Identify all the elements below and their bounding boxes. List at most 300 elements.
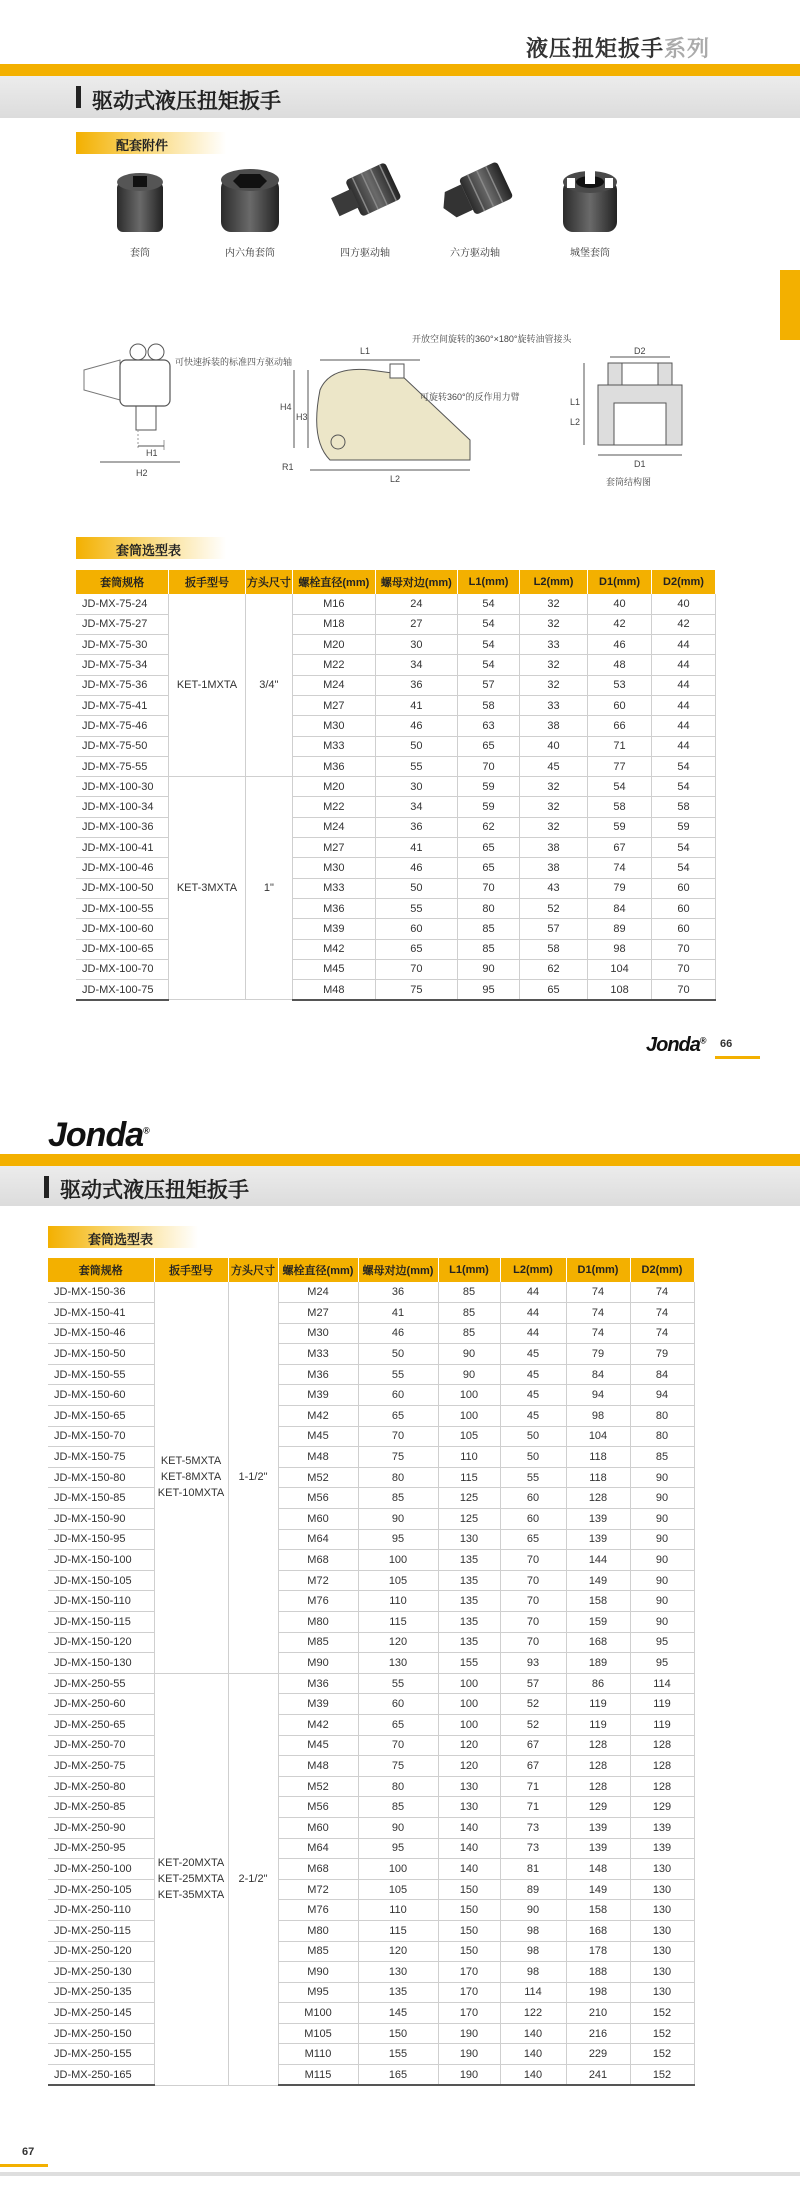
table-cell: 85 <box>438 1323 500 1344</box>
table-row <box>48 1879 694 1900</box>
table-cell: 119 <box>566 1714 630 1735</box>
table-cell: 120 <box>438 1756 500 1777</box>
table-cell: M76 <box>278 1900 358 1921</box>
table-cell: 84 <box>630 1364 694 1385</box>
table-cell: 36 <box>358 1282 438 1303</box>
table-cell: JD-MX-150-110 <box>48 1591 154 1612</box>
table-cell: M56 <box>278 1797 358 1818</box>
svg-text:H1: H1 <box>146 448 158 458</box>
table-cell: M110 <box>278 2044 358 2065</box>
table-cell: 110 <box>358 1591 438 1612</box>
table-cell: 70 <box>500 1591 566 1612</box>
table-cell: JD-MX-150-85 <box>48 1488 154 1509</box>
table-cell: 110 <box>358 1900 438 1921</box>
table-cell: 70 <box>651 939 715 959</box>
table-cell: 46 <box>375 716 458 736</box>
table-cell: 45 <box>500 1344 566 1365</box>
section-title: 驱动式液压扭矩扳手 <box>92 90 281 113</box>
table-cell: 32 <box>519 797 587 817</box>
table-cell: 90 <box>630 1467 694 1488</box>
column-header: 套筒规格 <box>76 570 169 594</box>
square-shaft-icon <box>315 160 415 240</box>
table-cell: 65 <box>458 838 520 858</box>
table-cell: M24 <box>278 1282 358 1303</box>
wrench-model-cell: KET-1MXTA <box>169 594 245 777</box>
table-row <box>48 1282 694 1303</box>
table-cell: 89 <box>588 919 652 939</box>
table-cell: 75 <box>358 1756 438 1777</box>
table-cell: 135 <box>438 1591 500 1612</box>
table-cell: 40 <box>519 736 587 756</box>
table-cell: 168 <box>566 1920 630 1941</box>
table-row <box>48 1509 694 1530</box>
table-cell: 118 <box>566 1467 630 1488</box>
table-cell: 54 <box>651 858 715 878</box>
table-cell: M30 <box>293 716 376 736</box>
table-cell: JD-MX-250-95 <box>48 1838 154 1859</box>
table-cell: 115 <box>358 1612 438 1633</box>
table-cell: 79 <box>588 878 652 898</box>
table-cell: M48 <box>278 1447 358 1468</box>
table-cell: 75 <box>358 1447 438 1468</box>
table-cell: 60 <box>358 1694 438 1715</box>
table-cell: 79 <box>566 1344 630 1365</box>
table-cell: 62 <box>458 817 520 837</box>
table-cell: 42 <box>588 614 652 634</box>
table-row <box>48 1303 694 1324</box>
table-cell: 60 <box>651 878 715 898</box>
table-cell: JD-MX-250-75 <box>48 1756 154 1777</box>
table-row <box>48 1817 694 1838</box>
table-cell: 90 <box>630 1612 694 1633</box>
table-cell: M45 <box>278 1426 358 1447</box>
table-cell: 60 <box>375 919 458 939</box>
table-row <box>48 1426 694 1447</box>
table-cell: 70 <box>651 959 715 979</box>
table-cell: 150 <box>438 1941 500 1962</box>
table-cell: 150 <box>438 1879 500 1900</box>
table-cell: 158 <box>566 1591 630 1612</box>
table-cell: 34 <box>375 797 458 817</box>
table-cell: M45 <box>278 1735 358 1756</box>
table-cell: JD-MX-250-70 <box>48 1735 154 1756</box>
table-cell: M20 <box>293 635 376 655</box>
table-cell: 58 <box>651 797 715 817</box>
table-cell: M90 <box>278 1653 358 1674</box>
table-cell: 74 <box>630 1303 694 1324</box>
table-cell: JD-MX-150-100 <box>48 1550 154 1571</box>
table-row <box>48 2065 694 2086</box>
table-cell: JD-MX-75-36 <box>76 675 169 695</box>
table-cell: 104 <box>566 1426 630 1447</box>
table-cell: 62 <box>519 959 587 979</box>
table-cell: 158 <box>566 1900 630 1921</box>
table-cell: 54 <box>651 777 715 797</box>
footer-rule <box>0 2172 800 2176</box>
table-cell: JD-MX-100-30 <box>76 777 169 797</box>
table-cell: JD-MX-250-65 <box>48 1714 154 1735</box>
table-cell: M36 <box>278 1673 358 1694</box>
table-row <box>48 1920 694 1941</box>
table-cell: 148 <box>566 1859 630 1880</box>
table-row <box>48 1673 694 1694</box>
table-cell: 70 <box>500 1550 566 1571</box>
table-cell: 130 <box>438 1776 500 1797</box>
table-cell: 80 <box>358 1467 438 1488</box>
table-cell: M68 <box>278 1550 358 1571</box>
table-cell: JD-MX-75-27 <box>76 614 169 634</box>
table-cell: 130 <box>630 1859 694 1880</box>
table-cell: 90 <box>630 1488 694 1509</box>
table-cell: 45 <box>500 1385 566 1406</box>
table-cell: 178 <box>566 1941 630 1962</box>
table-row <box>48 1467 694 1488</box>
table-cell: 118 <box>566 1447 630 1468</box>
table-cell: 140 <box>500 2044 566 2065</box>
svg-text:L1: L1 <box>570 397 581 407</box>
table-cell: 32 <box>519 614 587 634</box>
table-cell: 85 <box>458 939 520 959</box>
table-cell: 165 <box>358 2065 438 2086</box>
table-cell: 80 <box>630 1426 694 1447</box>
table-row <box>48 1632 694 1653</box>
column-header: 扳手型号 <box>154 1258 228 1282</box>
table-cell: 100 <box>358 1859 438 1880</box>
table-cell: 98 <box>588 939 652 959</box>
table-cell: 119 <box>566 1694 630 1715</box>
table-cell: 74 <box>566 1323 630 1344</box>
table-cell: M64 <box>278 1529 358 1550</box>
table-cell: 60 <box>500 1488 566 1509</box>
table-cell: 32 <box>519 655 587 675</box>
table-row <box>48 1570 694 1591</box>
table-cell: 90 <box>438 1344 500 1365</box>
table-cell: 70 <box>500 1570 566 1591</box>
table-cell: M85 <box>278 1632 358 1653</box>
table-cell: JD-MX-250-150 <box>48 2023 154 2044</box>
column-header: 方头尺寸 <box>245 570 292 594</box>
table-cell: 149 <box>566 1570 630 1591</box>
table-cell: JD-MX-250-115 <box>48 1920 154 1941</box>
table-cell: 38 <box>519 858 587 878</box>
table-cell: M80 <box>278 1612 358 1633</box>
table-cell: 71 <box>500 1776 566 1797</box>
table-cell: 52 <box>519 898 587 918</box>
accessory-hex-socket: 内六角套筒 <box>195 160 305 259</box>
socket-selection-table-2 <box>48 1258 695 2086</box>
section-title-page2: 驱动式液压扭矩扳手 <box>60 1179 249 1202</box>
table-cell: 130 <box>630 1982 694 2003</box>
table-cell: 90 <box>630 1591 694 1612</box>
table-header-row <box>76 570 716 594</box>
table-cell: 59 <box>651 817 715 837</box>
table-cell: M45 <box>293 959 376 979</box>
drive-size-cell: 2-1/2" <box>228 1673 278 2085</box>
table-cell: 50 <box>500 1426 566 1447</box>
table-cell: JD-MX-150-70 <box>48 1426 154 1447</box>
table-row <box>48 1529 694 1550</box>
table-cell: 119 <box>630 1694 694 1715</box>
table-cell: 125 <box>438 1509 500 1530</box>
table-cell: 73 <box>500 1817 566 1838</box>
table-cell: 36 <box>375 675 458 695</box>
table-cell: 120 <box>358 1941 438 1962</box>
table-cell: 114 <box>630 1673 694 1694</box>
table-cell: 55 <box>358 1364 438 1385</box>
column-header: L1(mm) <box>438 1258 500 1282</box>
table-cell: JD-MX-150-55 <box>48 1364 154 1385</box>
table-cell: JD-MX-100-60 <box>76 919 169 939</box>
table-cell: 45 <box>519 756 587 776</box>
table-cell: 70 <box>500 1632 566 1653</box>
svg-text:套筒结构图: 套筒结构图 <box>606 477 652 487</box>
table-cell: 105 <box>358 1570 438 1591</box>
accessories-subhead: 配套附件 <box>76 132 226 154</box>
accessory-square-shaft: 四方驱动轴 <box>310 160 420 259</box>
table-cell: 190 <box>438 2065 500 2086</box>
table-cell: 71 <box>500 1797 566 1818</box>
table-cell: JD-MX-250-155 <box>48 2044 154 2065</box>
table-cell: 168 <box>566 1632 630 1653</box>
table-cell: 100 <box>438 1694 500 1715</box>
table-cell: 170 <box>438 1962 500 1983</box>
table-cell: JD-MX-150-60 <box>48 1385 154 1406</box>
table-cell: 90 <box>358 1817 438 1838</box>
table-cell: JD-MX-100-55 <box>76 898 169 918</box>
table-cell: 144 <box>566 1550 630 1571</box>
table-cell: 70 <box>358 1735 438 1756</box>
table-cell: 46 <box>375 858 458 878</box>
column-header: D2(mm) <box>651 570 715 594</box>
table-cell: 30 <box>375 635 458 655</box>
table-row <box>48 1694 694 1715</box>
table-cell: 85 <box>630 1447 694 1468</box>
table-cell: M36 <box>293 898 376 918</box>
table-cell: 77 <box>588 756 652 776</box>
table-cell: 32 <box>519 817 587 837</box>
table-cell: 45 <box>500 1364 566 1385</box>
table-cell: JD-MX-100-75 <box>76 980 169 1000</box>
section-title-bar-page2 <box>0 1166 800 1206</box>
table-cell: 70 <box>651 980 715 1000</box>
table-cell: 110 <box>438 1447 500 1468</box>
table-cell: 100 <box>438 1714 500 1735</box>
table-cell: 58 <box>458 695 520 715</box>
table-cell: JD-MX-250-135 <box>48 1982 154 2003</box>
table-cell: 43 <box>519 878 587 898</box>
accessory-socket: 套筒 <box>85 160 195 259</box>
table-cell: 84 <box>566 1364 630 1385</box>
table-cell: M27 <box>293 695 376 715</box>
table-cell: 65 <box>519 980 587 1000</box>
table-cell: 85 <box>458 919 520 939</box>
table-row <box>76 777 716 797</box>
table-cell: 58 <box>588 797 652 817</box>
table-cell: M33 <box>293 736 376 756</box>
table-cell: 70 <box>358 1426 438 1447</box>
table-cell: 159 <box>566 1612 630 1633</box>
table-cell: 140 <box>438 1859 500 1880</box>
socket-selection-table-1 <box>76 570 716 1001</box>
table-cell: 139 <box>630 1838 694 1859</box>
page-number-67: 67 <box>22 2146 35 2158</box>
table-cell: JD-MX-250-110 <box>48 1900 154 1921</box>
table-cell: 128 <box>630 1756 694 1777</box>
table-header-row <box>48 1258 694 1282</box>
table-cell: 59 <box>588 817 652 837</box>
table-cell: JD-MX-250-165 <box>48 2065 154 2086</box>
table-cell: 44 <box>651 675 715 695</box>
table-cell: 90 <box>458 959 520 979</box>
table-cell: 135 <box>438 1570 500 1591</box>
table-cell: 65 <box>358 1406 438 1427</box>
table-cell: 150 <box>438 1920 500 1941</box>
table-row <box>48 1982 694 2003</box>
table-cell: 128 <box>566 1735 630 1756</box>
table-cell: 94 <box>630 1385 694 1406</box>
table-cell: JD-MX-150-115 <box>48 1612 154 1633</box>
table-cell: M36 <box>293 756 376 776</box>
table-cell: JD-MX-75-50 <box>76 736 169 756</box>
table-cell: 53 <box>588 675 652 695</box>
table-cell: 155 <box>358 2044 438 2065</box>
table-cell: 119 <box>630 1714 694 1735</box>
table-cell: M90 <box>278 1962 358 1983</box>
table-cell: JD-MX-250-85 <box>48 1797 154 1818</box>
table-cell: M105 <box>278 2023 358 2044</box>
table-cell: 50 <box>358 1344 438 1365</box>
table-cell: M30 <box>278 1323 358 1344</box>
front-view-drawing <box>280 330 572 490</box>
brand-logo-page2: Jonda® <box>48 1116 149 1154</box>
table-cell: 41 <box>375 838 458 858</box>
table-cell: 55 <box>375 756 458 776</box>
table-cell: 152 <box>630 2003 694 2024</box>
table-cell: JD-MX-250-100 <box>48 1859 154 1880</box>
column-header: 螺栓直径(mm) <box>278 1258 358 1282</box>
table-cell: 55 <box>375 898 458 918</box>
table-cell: JD-MX-250-130 <box>48 1962 154 1983</box>
table-cell: 100 <box>358 1550 438 1571</box>
table-cell: 229 <box>566 2044 630 2065</box>
table-cell: M36 <box>278 1364 358 1385</box>
table-row <box>48 1447 694 1468</box>
table-cell: M39 <box>278 1385 358 1406</box>
table-cell: 70 <box>375 959 458 979</box>
table-cell: 67 <box>500 1735 566 1756</box>
table-cell: 85 <box>438 1282 500 1303</box>
column-header: D1(mm) <box>566 1258 630 1282</box>
table-cell: M72 <box>278 1879 358 1900</box>
table-cell: 104 <box>588 959 652 979</box>
table-cell: 79 <box>630 1344 694 1365</box>
table-cell: JD-MX-100-36 <box>76 817 169 837</box>
table-cell: 198 <box>566 1982 630 2003</box>
wrench-model-cell: KET-3MXTA <box>169 777 245 1000</box>
table-cell: 54 <box>651 838 715 858</box>
table-cell: 54 <box>458 614 520 634</box>
table-cell: 55 <box>358 1673 438 1694</box>
table-row <box>48 1900 694 1921</box>
table-cell: 33 <box>519 635 587 655</box>
table-cell: JD-MX-250-60 <box>48 1694 154 1715</box>
accessory-hex-shaft: 六方驱动轴 <box>420 160 530 259</box>
table-cell: 58 <box>519 939 587 959</box>
table-cell: M22 <box>293 655 376 675</box>
table-row <box>48 1612 694 1633</box>
table-row <box>48 1488 694 1509</box>
table-cell: 139 <box>566 1838 630 1859</box>
table-cell: M20 <box>293 777 376 797</box>
table-cell: JD-MX-75-41 <box>76 695 169 715</box>
svg-text:L2: L2 <box>390 474 401 484</box>
castle-socket-icon <box>545 160 635 240</box>
table-cell: 32 <box>519 777 587 797</box>
column-header: D1(mm) <box>588 570 652 594</box>
column-header: L2(mm) <box>500 1258 566 1282</box>
table-cell: 115 <box>358 1920 438 1941</box>
table-cell: 95 <box>358 1838 438 1859</box>
table-cell: 98 <box>500 1962 566 1983</box>
table-cell: JD-MX-150-50 <box>48 1344 154 1365</box>
table-cell: M95 <box>278 1982 358 2003</box>
table-cell: 55 <box>500 1467 566 1488</box>
table-cell: 190 <box>438 2044 500 2065</box>
table-cell: M80 <box>278 1920 358 1941</box>
table-cell: JD-MX-150-41 <box>48 1303 154 1324</box>
table-cell: 130 <box>630 1920 694 1941</box>
table-cell: 44 <box>500 1323 566 1344</box>
table-cell: JD-MX-100-70 <box>76 959 169 979</box>
socket-section-drawing <box>560 345 710 495</box>
table-cell: 130 <box>630 1900 694 1921</box>
series-title: 液压扭矩扳手系列 <box>525 36 710 61</box>
table-cell: 210 <box>566 2003 630 2024</box>
table-cell: JD-MX-150-36 <box>48 1282 154 1303</box>
table-cell: JD-MX-150-130 <box>48 1653 154 1674</box>
table-cell: 44 <box>651 736 715 756</box>
socket-icon <box>95 160 185 240</box>
table-cell: 67 <box>588 838 652 858</box>
table-row <box>48 1776 694 1797</box>
table-cell: 52 <box>500 1714 566 1735</box>
table-cell: 150 <box>358 2023 438 2044</box>
table-cell: 90 <box>630 1550 694 1571</box>
table-cell: 150 <box>438 1900 500 1921</box>
table-cell: 114 <box>500 1982 566 2003</box>
svg-text:开放空间旋转的360°×180°旋转油管接头: 开放空间旋转的360°×180°旋转油管接头 <box>412 334 572 344</box>
table-cell: 216 <box>566 2023 630 2044</box>
table-cell: 170 <box>438 1982 500 2003</box>
svg-text:D1: D1 <box>634 459 646 469</box>
table-cell: 90 <box>630 1570 694 1591</box>
table-cell: 60 <box>500 1509 566 1530</box>
table-cell: 65 <box>458 736 520 756</box>
table-cell: JD-MX-100-65 <box>76 939 169 959</box>
table-cell: 75 <box>375 980 458 1000</box>
table-cell: 90 <box>630 1529 694 1550</box>
table-cell: M100 <box>278 2003 358 2024</box>
column-header: D2(mm) <box>630 1258 694 1282</box>
table-cell: 67 <box>500 1756 566 1777</box>
table-cell: 120 <box>358 1632 438 1653</box>
table-subhead-page1: 套筒选型表 <box>76 537 226 559</box>
column-header: 螺母对边(mm) <box>358 1258 438 1282</box>
table-cell: 70 <box>458 756 520 776</box>
table-cell: 30 <box>375 777 458 797</box>
table-cell: 41 <box>375 695 458 715</box>
table-cell: 130 <box>630 1941 694 1962</box>
